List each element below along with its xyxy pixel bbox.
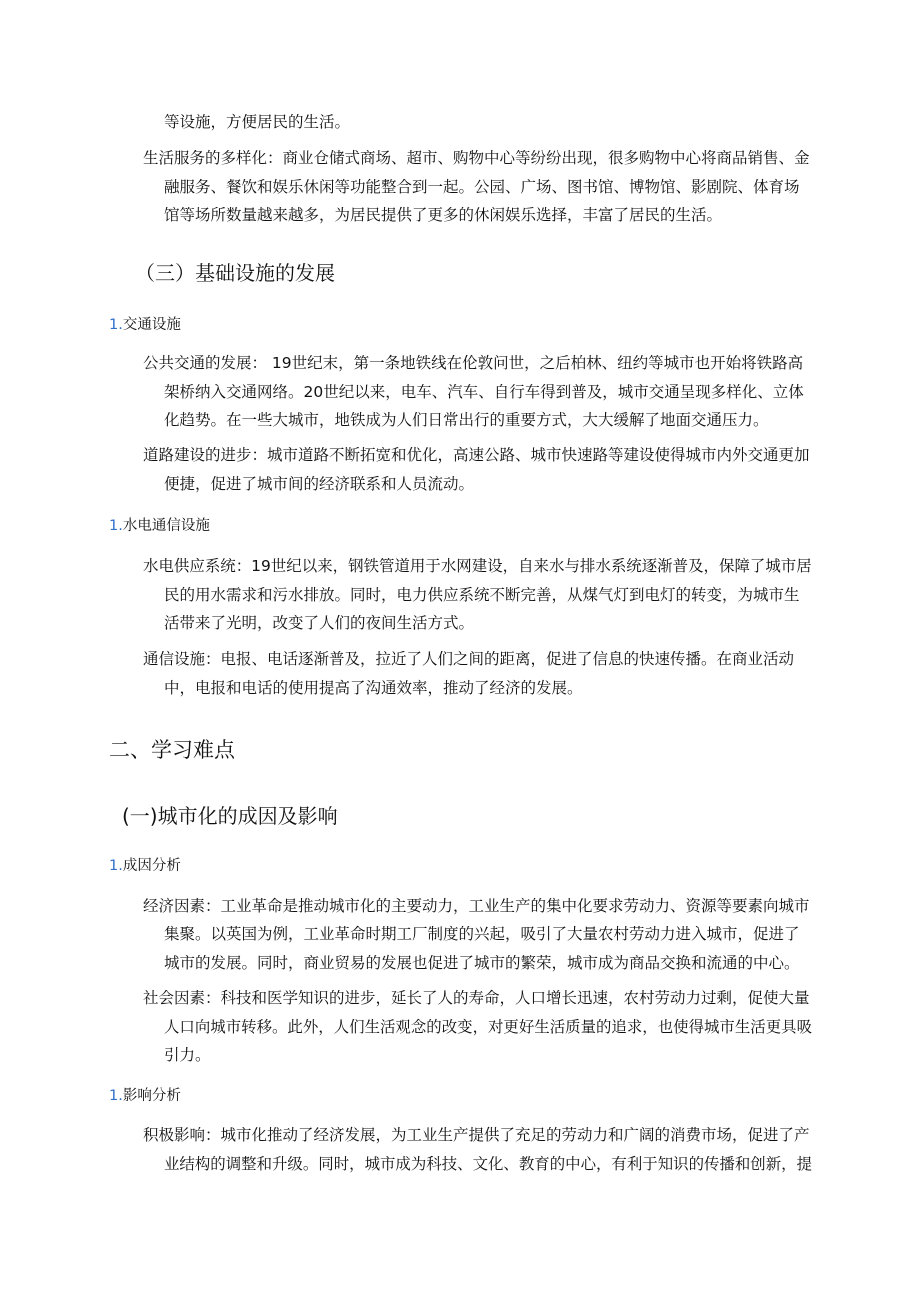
utilities-title: 水电通信设施 [122,518,210,534]
public-transport-line-2: 架桥纳入交通网络。20世纪以来，电车、汽车、自行车得到普及，城市交通呈现多样化、立体 [164,383,804,401]
public-transport-line-3: 化趋势。在一些大城市，地铁成为人们日常出行的重要方式，大大缓解了地面交通压力。 [164,411,769,429]
water-line-1: 水电供应系统：19世纪以来，钢铁管道用于水网建设，自来水与排水系统逐渐普及，保障了城市居 [143,557,812,575]
impact-title: 影响分析 [122,1088,181,1104]
causes-item-heading [109,855,181,877]
social-line-1: 社会因素：科技和医学知识的进步，延长了人的寿命，人口增长迅速，农村劳动力过剩，促使大量 [143,989,810,1007]
positive-line-2: 业结构的调整和升级。同时，城市成为科技、文化、教育的中心，有利于知识的传播和创新，提 [164,1155,813,1173]
transport-number: 1. [109,317,123,333]
life-service-line-1: 生活服务的多样化：商业仓储式商场、超市、购物中心等纷纷出现，很多购物中心将商品销售、金 [143,149,810,167]
road-line-1: 道路建设的进步：城市道路不断拓宽和优化，高速公路、城市快速路等建设使得城市内外交通更加 [143,446,810,464]
transport-item-heading [109,314,181,336]
difficulties-sub-heading: (一)城市化的成因及影响 [122,804,338,828]
social-line-3: 引力。 [164,1046,211,1064]
impact-item-heading [109,1085,181,1107]
public-transport-line-1: 公共交通的发展： 19世纪末，第一条地铁线在伦敦问世，之后柏林、纽约等城市也开始将铁路高 [143,354,804,372]
social-line-2: 人口向城市转移。此外，人们生活观念的改变，对更好生活质量的追求，也使得城市生活更具吸 [164,1018,813,1036]
continuation-text: 等设施，方便居民的生活。 [164,113,351,131]
life-service-line-3: 馆等场所数量越来越多，为居民提供了更多的休闲娱乐选择，丰富了居民的生活。 [164,206,723,224]
causes-title: 成因分析 [122,858,181,874]
road-line-2: 便捷，促进了城市间的经济联系和人员流动。 [164,475,475,493]
life-service-line-2: 融服务、餐饮和娱乐休闲等功能整合到一起。公园、广场、图书馆、博物馆、影剧院、体育场 [164,178,800,196]
economic-line-2: 集聚。以英国为例，工业革命时期工厂制度的兴起，吸引了大量农村劳动力进入城市，促进了 [164,925,800,943]
economic-line-1: 经济因素：工业革命是推动城市化的主要动力，工业生产的集中化要求劳动力、资源等要素向城市 [143,897,810,915]
positive-line-1: 积极影响：城市化推动了经济发展，为工业生产提供了充足的劳动力和广阔的消费市场，促进了产 [143,1126,810,1144]
utilities-item-heading [109,515,210,537]
transport-title: 交通设施 [122,317,181,333]
utilities-number: 1. [109,518,123,534]
infrastructure-heading: （三）基础设施的发展 [135,261,335,285]
water-line-2: 民的用水需求和污水排放。同时，电力供应系统不断完善，从煤气灯到电灯的转变，为城市生 [164,586,800,604]
comm-line-2: 中，电报和电话的使用提高了沟通效率，推动了经济的发展。 [164,679,583,697]
comm-line-1: 通信设施：电报、电话逐渐普及，拉近了人们之间的距离，促进了信息的快速传播。在商业活动 [143,650,795,668]
impact-number: 1. [109,1088,123,1104]
water-line-3: 活带来了光明，改变了人们的夜间生活方式。 [164,614,475,632]
causes-number: 1. [109,858,123,874]
difficulties-heading: 二、学习难点 [109,738,235,762]
economic-line-3: 城市的发展。同时，商业贸易的发展也促进了城市的繁荣，城市成为商品交换和流通的中心。 [164,954,800,972]
